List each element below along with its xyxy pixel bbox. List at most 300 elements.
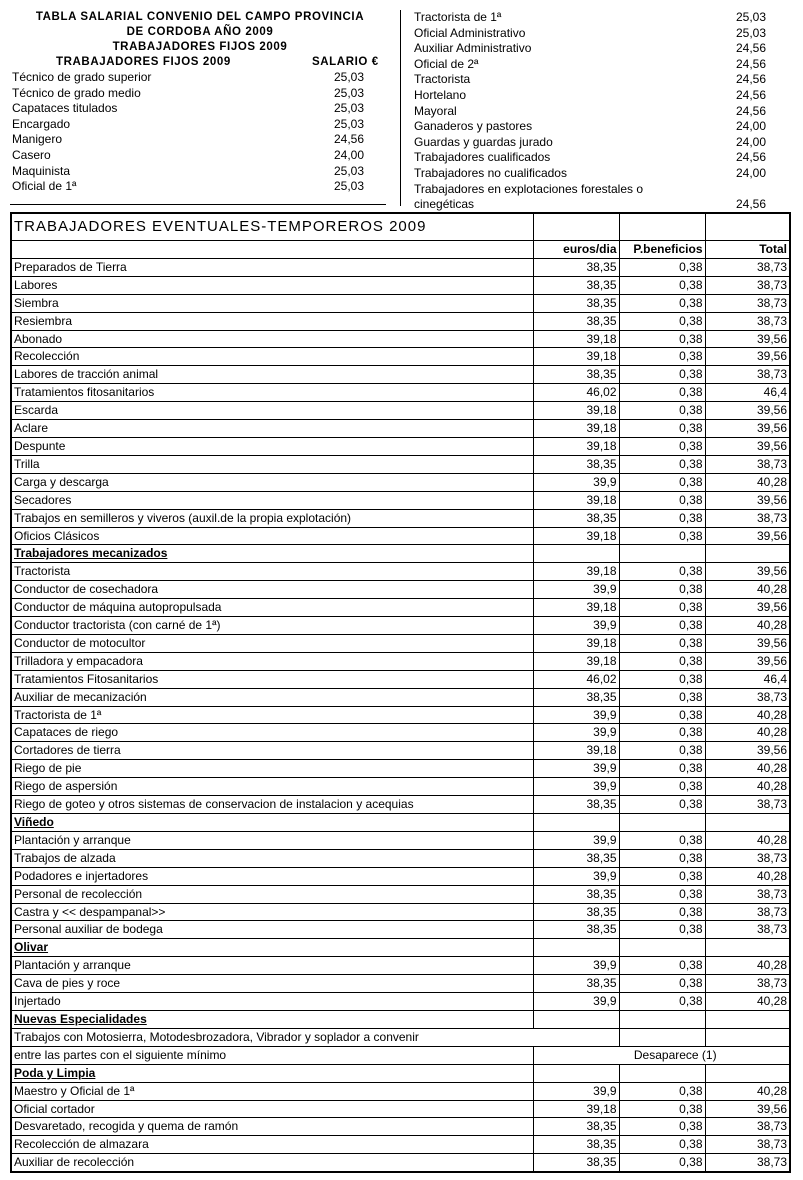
value-total: 39,56 [705, 420, 790, 438]
value-total: 38,73 [705, 276, 790, 294]
empty-cell [619, 939, 705, 957]
table-row [11, 760, 790, 778]
value-euros-dia: 38,35 [533, 366, 619, 384]
value-euros-dia: 38,35 [533, 276, 619, 294]
value-euros-dia: 38,35 [533, 1154, 619, 1172]
value-beneficios: 0,38 [619, 294, 705, 312]
eventuales-table [10, 212, 791, 1173]
row-label: Castra y << despampanal>> [11, 903, 533, 921]
value-beneficios: 0,38 [619, 581, 705, 599]
empty-cell [619, 545, 705, 563]
value-total: 39,56 [705, 330, 790, 348]
fijos-salary: 25,03 [735, 25, 766, 40]
row-label: Cava de pies y roce [11, 975, 533, 993]
table-row [11, 402, 790, 420]
fijos-col-name: TRABAJADORES FIJOS 2009 [56, 56, 231, 68]
table-row [11, 1046, 790, 1064]
value-total: 46,4 [705, 384, 790, 402]
empty-cell [533, 545, 619, 563]
value-beneficios: 0,38 [619, 652, 705, 670]
value-total: 38,73 [705, 1154, 790, 1172]
value-beneficios: 0,38 [619, 617, 705, 635]
fijos-row [412, 166, 772, 182]
value-beneficios: 0,38 [619, 796, 705, 814]
value-total: 39,56 [705, 437, 790, 455]
fijos-name: Maquinista [12, 163, 71, 178]
value-euros-dia: 38,35 [533, 312, 619, 330]
row-label: Auxiliar de mecanización [11, 688, 533, 706]
value-euros-dia: 38,35 [533, 258, 619, 276]
row-label: Personal auxiliar de bodega [11, 921, 533, 939]
value-total: 40,28 [705, 473, 790, 491]
row-label: Riego de goteo y otros sistemas de conservacion de instalacion y acequias [11, 796, 533, 814]
fijos-row [412, 104, 772, 120]
section-header-row [11, 814, 790, 832]
fijos-salary: 25,03 [333, 116, 364, 131]
table-row [11, 491, 790, 509]
empty-cell [705, 545, 790, 563]
fijos-salary: 24,00 [333, 147, 364, 162]
row-label: Plantación y arranque [11, 831, 533, 849]
value-euros-dia: 39,9 [533, 473, 619, 491]
value-total: 40,28 [705, 1082, 790, 1100]
fijos-row [10, 179, 390, 195]
fijos-salary: 24,56 [735, 87, 766, 102]
fijos-salary: 25,03 [333, 70, 364, 84]
row-label: Tratamientos Fitosanitarios [11, 670, 533, 688]
table-row [11, 652, 790, 670]
value-beneficios: 0,38 [619, 670, 705, 688]
table-row [11, 276, 790, 294]
table-header-row [11, 241, 790, 259]
row-label: Cortadores de tierra [11, 742, 533, 760]
value-beneficios: 0,38 [619, 348, 705, 366]
value-total: 40,28 [705, 778, 790, 796]
fijos-name: Trabajadores en explotaciones forestales o cinegéticas [414, 181, 644, 212]
empty-cell [619, 1028, 705, 1046]
row-label: Trabajos en semilleros y viveros (auxil.de la propia explotación) [11, 509, 533, 527]
value-euros-dia: 38,35 [533, 455, 619, 473]
fijos-salary: 25,03 [735, 10, 766, 24]
col-header-total: Total [705, 241, 790, 259]
value-euros-dia: 39,9 [533, 831, 619, 849]
value-total: 38,73 [705, 1118, 790, 1136]
value-euros-dia: 39,9 [533, 581, 619, 599]
fijos-name: Manigero [12, 132, 63, 147]
fijos-row [10, 148, 390, 164]
table-row [11, 1082, 790, 1100]
fijos-row [412, 72, 772, 88]
value-total: 39,56 [705, 527, 790, 545]
fijos-name: Hortelano [414, 87, 467, 102]
fijos-name: Oficial de 2ª [414, 56, 479, 71]
table-row [11, 903, 790, 921]
section-header-row [11, 545, 790, 563]
value-total: 40,28 [705, 617, 790, 635]
table-row [11, 993, 790, 1011]
value-euros-dia: 39,18 [533, 634, 619, 652]
row-label: Plantación y arranque [11, 957, 533, 975]
row-label: Conductor de cosechadora [11, 581, 533, 599]
row-label: Desvaretado, recogida y quema de ramón [11, 1118, 533, 1136]
row-label: Preparados de Tierra [11, 258, 533, 276]
row-label: Trabajos de alzada [11, 849, 533, 867]
value-total: 38,73 [705, 1136, 790, 1154]
empty-cell [705, 213, 790, 241]
table-row [11, 724, 790, 742]
value-euros-dia: 38,35 [533, 688, 619, 706]
value-beneficios: 0,38 [619, 420, 705, 438]
value-euros-dia: 39,18 [533, 491, 619, 509]
value-total: 40,28 [705, 724, 790, 742]
value-beneficios: 0,38 [619, 455, 705, 473]
row-label: Tractorista de 1ª [11, 706, 533, 724]
fijos-row [10, 117, 390, 133]
fijos-name: Técnico de grado superior [12, 70, 152, 84]
value-beneficios: 0,38 [619, 957, 705, 975]
value-euros-dia: 38,35 [533, 849, 619, 867]
value-euros-dia: 39,18 [533, 652, 619, 670]
value-beneficios: 0,38 [619, 276, 705, 294]
table-row [11, 1154, 790, 1172]
doc-title-line2: DE CORDOBA AÑO 2009 [126, 26, 274, 38]
row-label: Auxiliar de recolección [11, 1154, 533, 1172]
section-title: Viñedo [11, 814, 533, 832]
row-label: Siembra [11, 294, 533, 312]
value-beneficios: 0,38 [619, 1100, 705, 1118]
fijos-salary: 24,56 [735, 56, 766, 71]
value-euros-dia: 39,18 [533, 348, 619, 366]
row-label: Despunte [11, 437, 533, 455]
table-row [11, 294, 790, 312]
fijos-section [0, 0, 803, 212]
value-euros-dia: 38,35 [533, 1118, 619, 1136]
table-row [11, 885, 790, 903]
fijos-salary: 25,03 [333, 101, 364, 116]
fijos-salary: 24,56 [735, 41, 766, 56]
value-euros-dia: 38,35 [533, 921, 619, 939]
table-row [11, 1118, 790, 1136]
table-row [11, 688, 790, 706]
table-row [11, 509, 790, 527]
fijos-salary: 24,56 [735, 150, 766, 165]
row-label: Secadores [11, 491, 533, 509]
fijos-salary: 25,03 [333, 163, 364, 178]
row-label: Trabajos con Motosierra, Motodesbrozadora, Vibrador y soplador a convenir [11, 1028, 619, 1046]
fijos-left-list [10, 70, 390, 195]
col-header-beneficios: P.beneficios [619, 241, 705, 259]
section-title: Olivar [11, 939, 533, 957]
row-label: Tractorista [11, 563, 533, 581]
value-total: 38,73 [705, 849, 790, 867]
column-divider [400, 10, 401, 206]
fijos-salary: 24,00 [735, 165, 766, 180]
value-total: 40,28 [705, 581, 790, 599]
fijos-name: Trabajadores cualificados [414, 150, 551, 165]
empty-cell [11, 241, 533, 259]
value-beneficios: 0,38 [619, 867, 705, 885]
fijos-row [412, 41, 772, 57]
value-beneficios: 0,38 [619, 437, 705, 455]
value-beneficios: 0,38 [619, 1154, 705, 1172]
table-row [11, 670, 790, 688]
eventuales-table-body [11, 213, 790, 1172]
value-beneficios: 0,38 [619, 312, 705, 330]
value-euros-dia: 39,9 [533, 706, 619, 724]
section-title: Trabajadores mecanizados [11, 545, 533, 563]
value-total: 38,73 [705, 312, 790, 330]
fijos-row [10, 164, 390, 180]
row-label: Abonado [11, 330, 533, 348]
empty-cell [619, 1064, 705, 1082]
empty-cell [533, 1064, 619, 1082]
fijos-row [412, 119, 772, 135]
fijos-row [412, 88, 772, 104]
table-row [11, 473, 790, 491]
fijos-salary: 24,00 [735, 119, 766, 134]
empty-cell [705, 1028, 790, 1046]
row-label: Resiembra [11, 312, 533, 330]
row-label: Conductor de motocultor [11, 634, 533, 652]
fijos-name: Guardas y guardas jurado [414, 134, 553, 149]
fijos-name: Encargado [12, 116, 71, 131]
row-label: entre las partes con el siguiente mínimo [11, 1046, 533, 1064]
row-label: Trilladora y empacadora [11, 652, 533, 670]
value-beneficios: 0,38 [619, 724, 705, 742]
table-row [11, 1028, 790, 1046]
fijos-salary: 24,56 [333, 132, 364, 147]
fijos-name: Tractorista de 1ª [414, 10, 502, 24]
fijos-row [10, 70, 390, 86]
row-label: Conductor de máquina autopropulsada [11, 599, 533, 617]
value-total: 38,73 [705, 688, 790, 706]
fijos-salary: 25,03 [333, 179, 364, 194]
table-row [11, 312, 790, 330]
fijos-left-block [10, 10, 390, 195]
value-euros-dia: 39,18 [533, 742, 619, 760]
value-euros-dia: 39,9 [533, 617, 619, 635]
table-row [11, 1136, 790, 1154]
empty-cell [533, 213, 619, 241]
value-euros-dia: 39,9 [533, 867, 619, 885]
value-total: 39,56 [705, 599, 790, 617]
col-header-euros: euros/dia [533, 241, 619, 259]
section-title: Nuevas Especialidades [11, 1010, 533, 1028]
value-beneficios: 0,38 [619, 993, 705, 1011]
fijos-salary: 24,56 [735, 196, 766, 211]
doc-title-line3: TRABAJADORES FIJOS 2009 [112, 41, 288, 53]
row-label: Personal de recolección [11, 885, 533, 903]
value-total: 40,28 [705, 957, 790, 975]
value-euros-dia: 38,35 [533, 1136, 619, 1154]
row-label: Escarda [11, 402, 533, 420]
row-label: Capataces de riego [11, 724, 533, 742]
table-title: TRABAJADORES EVENTUALES-TEMPOREROS 2009 [11, 213, 533, 241]
fijos-name: Auxiliar Administrativo [414, 41, 532, 56]
value-beneficios: 0,38 [619, 885, 705, 903]
value-total: 38,73 [705, 885, 790, 903]
empty-cell [533, 814, 619, 832]
value-beneficios: 0,38 [619, 921, 705, 939]
value-euros-dia: 39,9 [533, 760, 619, 778]
value-euros-dia: 39,9 [533, 957, 619, 975]
fijos-row [412, 57, 772, 73]
value-beneficios: 0,38 [619, 1136, 705, 1154]
empty-cell [533, 1010, 619, 1028]
left-divider-rule [10, 204, 386, 205]
value-total: 39,56 [705, 491, 790, 509]
value-beneficios: 0,38 [619, 384, 705, 402]
fijos-row [10, 101, 390, 117]
row-label: Carga y descarga [11, 473, 533, 491]
section-title: Poda y Limpia [11, 1064, 533, 1082]
eventuales-table-wrap [10, 212, 789, 1173]
value-total: 39,56 [705, 634, 790, 652]
value-euros-dia: 38,35 [533, 903, 619, 921]
fijos-salary: 24,56 [735, 72, 766, 87]
value-total: 38,73 [705, 921, 790, 939]
row-label: Trilla [11, 455, 533, 473]
fijos-name: Mayoral [414, 103, 457, 118]
fijos-row [412, 135, 772, 151]
value-total: 40,28 [705, 706, 790, 724]
table-row [11, 420, 790, 438]
table-row [11, 867, 790, 885]
table-row [11, 455, 790, 473]
table-row [11, 330, 790, 348]
value-beneficios: 0,38 [619, 258, 705, 276]
fijos-row [412, 150, 772, 166]
value-euros-dia: 38,35 [533, 509, 619, 527]
empty-cell [533, 939, 619, 957]
value-euros-dia: 39,18 [533, 599, 619, 617]
value-total: 38,73 [705, 509, 790, 527]
value-total: 38,73 [705, 455, 790, 473]
empty-cell [705, 1064, 790, 1082]
empty-cell [705, 939, 790, 957]
table-row [11, 921, 790, 939]
table-row [11, 527, 790, 545]
value-total: 46,4 [705, 670, 790, 688]
row-label: Oficial cortador [11, 1100, 533, 1118]
table-row [11, 437, 790, 455]
fijos-salary: 24,00 [735, 134, 766, 149]
value-beneficios: 0,38 [619, 849, 705, 867]
value-total: 38,73 [705, 975, 790, 993]
fijos-name: Casero [12, 147, 51, 162]
value-total: 39,56 [705, 563, 790, 581]
value-total: 40,28 [705, 760, 790, 778]
fijos-row [412, 26, 772, 42]
table-row [11, 957, 790, 975]
value-total: 39,56 [705, 1100, 790, 1118]
row-label: Aclare [11, 420, 533, 438]
value-total: 38,73 [705, 294, 790, 312]
fijos-salary: 25,03 [333, 85, 364, 100]
fijos-name: Técnico de grado medio [12, 85, 141, 100]
fijos-right-list [412, 10, 772, 213]
value-euros-dia: 39,9 [533, 1082, 619, 1100]
fijos-name: Oficial de 1ª [12, 179, 77, 194]
value-total: 38,73 [705, 366, 790, 384]
doc-title-line1: TABLA SALARIAL CONVENIO DEL CAMPO PROVINCIA [35, 11, 365, 23]
fijos-name: Tractorista [414, 72, 471, 87]
row-label: Maestro y Oficial de 1ª [11, 1082, 533, 1100]
table-row [11, 778, 790, 796]
table-row [11, 1100, 790, 1118]
value-euros-dia: 38,35 [533, 885, 619, 903]
table-title-row [11, 213, 790, 241]
value-euros-dia: 39,9 [533, 993, 619, 1011]
fijos-col-salary: SALARIO € [312, 56, 379, 68]
table-row [11, 634, 790, 652]
value-euros-dia: 39,18 [533, 527, 619, 545]
empty-cell [619, 1010, 705, 1028]
value-beneficios: 0,38 [619, 760, 705, 778]
value-beneficios: 0,38 [619, 509, 705, 527]
table-row [11, 742, 790, 760]
row-label: Podadores e injertadores [11, 867, 533, 885]
value-euros-dia: 38,35 [533, 294, 619, 312]
fijos-row [412, 182, 772, 213]
value-euros-dia: 38,35 [533, 975, 619, 993]
value-euros-dia: 46,02 [533, 384, 619, 402]
section-header-row [11, 1010, 790, 1028]
table-row [11, 384, 790, 402]
row-label: Recolección de almazara [11, 1136, 533, 1154]
value-beneficios: 0,38 [619, 634, 705, 652]
fijos-salary: 24,56 [735, 103, 766, 118]
value-beneficios: 0,38 [619, 527, 705, 545]
value-beneficios: 0,38 [619, 706, 705, 724]
row-label: Oficios Clásicos [11, 527, 533, 545]
value-total: 40,28 [705, 831, 790, 849]
row-label: Riego de aspersión [11, 778, 533, 796]
row-label: Labores de tracción animal [11, 366, 533, 384]
value-beneficios: 0,38 [619, 742, 705, 760]
empty-cell [619, 213, 705, 241]
table-row [11, 975, 790, 993]
value-euros-dia: 39,18 [533, 420, 619, 438]
value-euros-dia: 39,9 [533, 778, 619, 796]
empty-cell [619, 814, 705, 832]
fijos-row [412, 10, 772, 26]
table-row [11, 599, 790, 617]
fijos-row [10, 86, 390, 102]
value-beneficios: 0,38 [619, 599, 705, 617]
table-row [11, 563, 790, 581]
value-beneficios: 0,38 [619, 975, 705, 993]
value-euros-dia: 46,02 [533, 670, 619, 688]
table-row [11, 258, 790, 276]
row-label: Recolección [11, 348, 533, 366]
table-row [11, 831, 790, 849]
value-euros-dia: 39,18 [533, 437, 619, 455]
table-row [11, 617, 790, 635]
fijos-row [10, 132, 390, 148]
value-beneficios: 0,38 [619, 563, 705, 581]
section-header-row [11, 1064, 790, 1082]
table-row [11, 706, 790, 724]
fijos-col-header [10, 55, 390, 70]
fijos-name: Trabajadores no cualificados [414, 165, 567, 180]
value-beneficios: 0,38 [619, 491, 705, 509]
fijos-name: Ganaderos y pastores [414, 119, 533, 134]
value-total: 40,28 [705, 993, 790, 1011]
value-beneficios: 0,38 [619, 903, 705, 921]
fijos-name: Oficial Administrativo [414, 25, 526, 40]
value-euros-dia: 39,18 [533, 330, 619, 348]
